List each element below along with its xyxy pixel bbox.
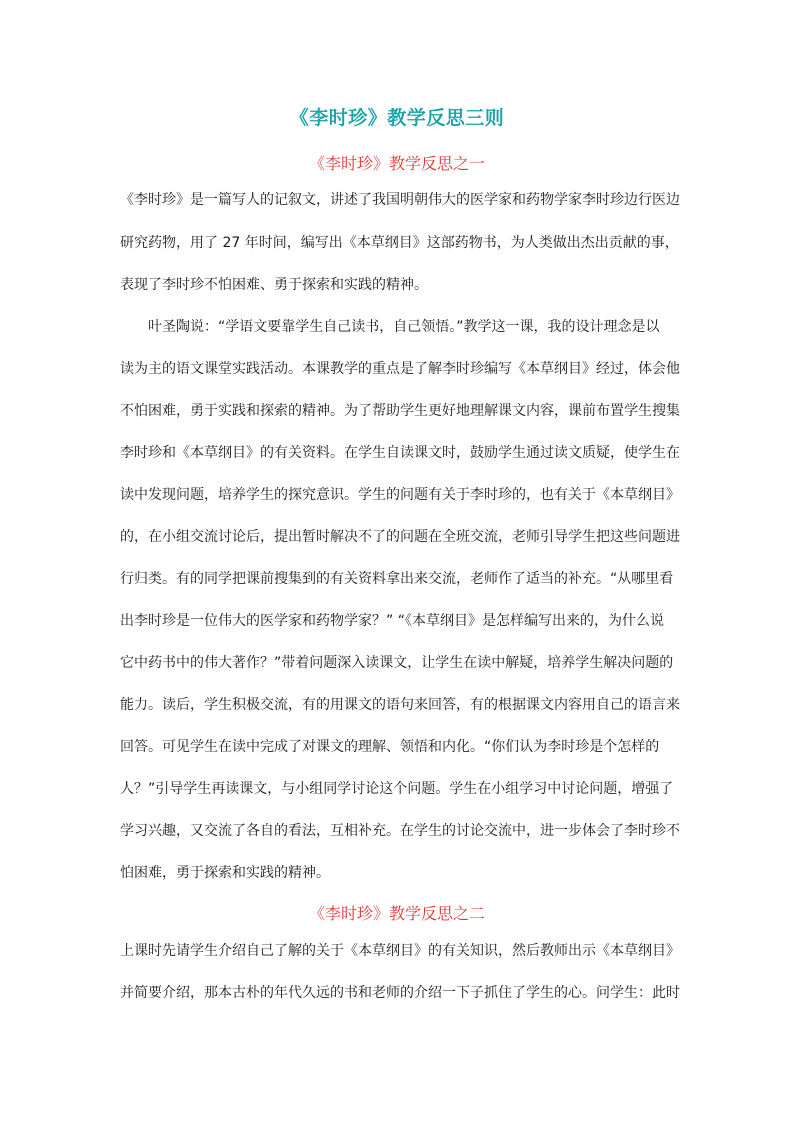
paragraph-line: 《李时珍》是一篇写人的记叙文，讲述了我国明朝伟大的医学家和药物学家李时珍边行医边 [120,192,680,208]
paragraph-line: 不怕困难，勇于实践和探索的精神。为了帮助学生更好地理解课文内容，课前布置学生搜集 [120,403,680,419]
paragraph-line: 研究药物，用了 27 年时间，编写出《本草纲目》这部药物书，为人类做出杰出贡献的事， [120,235,679,251]
paragraph-line: 怕困难，勇于探索和实践的精神。 [120,865,330,881]
paragraph-line: 行归类。有的同学把课前搜集到的有关资料拿出来交流，老师作了适当的补充。“从哪里看 [120,571,674,587]
paragraph-line: 人？”引导学生再读课文，与小组同学讨论这个问题。学生在小组学习中讨论问题，增强了 [120,781,674,797]
paragraph-line: 并简要介绍，那本古朴的年代久远的书和老师的介绍一下子抓住了学生的心。问学生：此时 [120,985,680,1001]
paragraph-line: 学习兴趣，又交流了各自的看法，互相补充。在学生的讨论交流中，进一步体会了李时珍不 [120,823,680,839]
paragraph-line: 表现了李时珍不怕困难、勇于探索和实践的精神。 [120,277,428,293]
paragraph-line: 读为主的语文课堂实践活动。本课教学的重点是了解李时珍编写《本草纲目》经过，体会他 [120,361,680,377]
paragraph-line: 叶圣陶说：“学语文要靠学生自己读书，自己领悟。”教学这一课，我的设计理念是以 [148,319,660,335]
paragraph-line: 李时珍和《本草纲目》的有关资料。在学生自读课文时，鼓励学生通过读文质疑，使学生在 [120,445,680,461]
paragraph-line: 上课时先请学生介绍自己了解的关于《本草纲目》的有关知识，然后教师出示《本草纲目》 [120,943,680,959]
paragraph-line: 能力。读后，学生积极交流，有的用课文的语句来回答，有的根据课文内容用自己的语言来 [120,697,680,713]
paragraph-line: 出李时珍是一位伟大的医学家和药物学家？” “《本草纲目》是怎样编写出来的，为什么说 [120,613,664,629]
section-heading-1: 《李时珍》教学反思之一 [308,154,485,173]
section-heading-2: 《李时珍》教学反思之二 [308,904,485,923]
paragraph-line: 回答。可见学生在读中完成了对课文的理解、领悟和内化。“你们认为李时珍是个怎样的 [120,739,660,755]
paragraph-line: 它中药书中的伟大著作？”带着问题深入读课文，让学生在读中解疑，培养学生解决问题的 [120,655,674,671]
document-title: 《李时珍》教学反思三则 [289,107,505,129]
paragraph-line: 读中发现问题，培养学生的探究意识。学生的问题有关于李时珍的，也有关于《本草纲目》 [120,487,680,503]
paragraph-line: 的，在小组交流讨论后，提出暂时解决不了的问题在全班交流，老师引导学生把这些问题进 [120,529,680,545]
